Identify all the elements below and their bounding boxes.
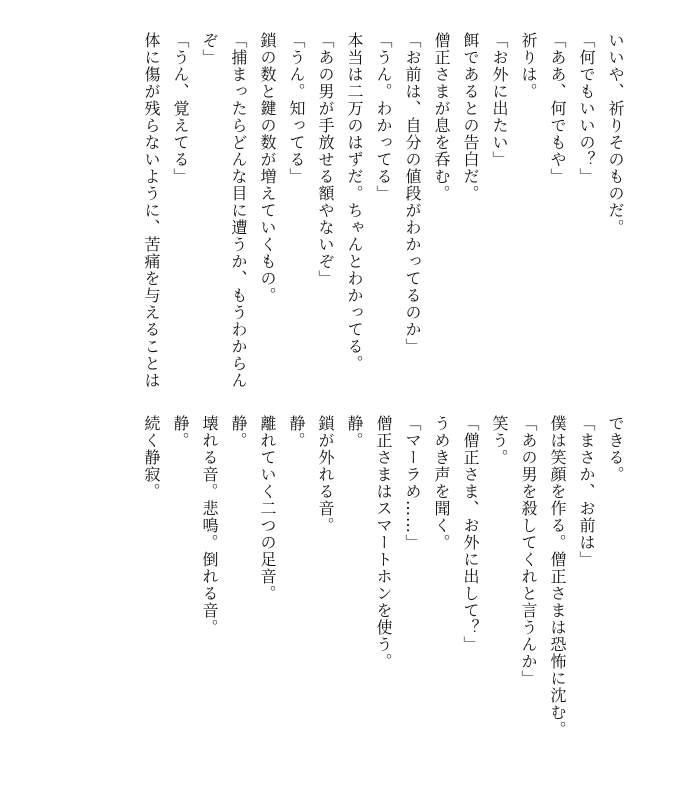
text-line: 鎖が外れる音。 <box>316 415 335 534</box>
text-line: いいや、祈りそのものだ。 <box>606 32 625 236</box>
text-line: 僧正さまが息を呑む。 <box>432 32 451 202</box>
text-line: 「あの男が手放せる額やないぞ」 <box>316 32 335 287</box>
text-line: 壊れる音。悲鳴。倒れる音。 <box>200 415 219 636</box>
text-line: 続く静寂。 <box>142 415 161 500</box>
text-line: 「何でもいいの？」 <box>577 32 596 185</box>
text-line: 祈りは。 <box>519 32 538 100</box>
text-line: 「まさか、お前は」 <box>577 415 596 568</box>
text-line: 「マーラめ……」 <box>403 415 422 551</box>
text-line: 静。 <box>229 415 248 449</box>
text-block-top <box>137 32 630 392</box>
text-line: 「うん、覚えてる」 <box>171 32 190 185</box>
text-line: 餌であるとの告白だ。 <box>461 32 480 202</box>
text-line: 「捕まったらどんな目に遭うか、もうわからん <box>229 32 248 389</box>
text-block-bottom <box>137 415 630 760</box>
text-line: 体に傷が残らないように、苦痛を与えることは <box>142 32 161 389</box>
text-line: 離れていく二つの足音。 <box>258 415 277 602</box>
text-line: 僕は笑顔を作る。僧正さまは恐怖に沈む。 <box>548 415 567 738</box>
text-line: 笑う。 <box>490 415 509 466</box>
text-line: 「お前は、自分の値段がわかってるのか」 <box>403 32 422 355</box>
text-line: うめき声を聞く。 <box>432 415 451 551</box>
text-line: 僧正さまはスマートホンを使う。 <box>374 415 393 670</box>
text-line: 本当は二万のはずだ。ちゃんとわかってる。 <box>345 32 364 372</box>
text-line: 「あの男を殺してくれと言うんか」 <box>519 415 538 687</box>
text-line: 「うん。知ってる」 <box>287 32 306 185</box>
text-line: ぞ」 <box>200 32 219 66</box>
text-line: 「お外に出たい」 <box>490 32 509 168</box>
text-line: 静。 <box>345 415 364 449</box>
text-line: 静。 <box>287 415 306 449</box>
text-line: できる。 <box>606 415 625 483</box>
text-line: 鎖の数と鍵の数が増えていくもの。 <box>258 32 277 304</box>
text-line: 静。 <box>171 415 190 449</box>
text-line: 「ああ、何でもや」 <box>548 32 567 185</box>
text-line: 「うん。わかってる」 <box>374 32 393 202</box>
text-line: 「僧正さま、お外に出して？」 <box>461 415 480 653</box>
